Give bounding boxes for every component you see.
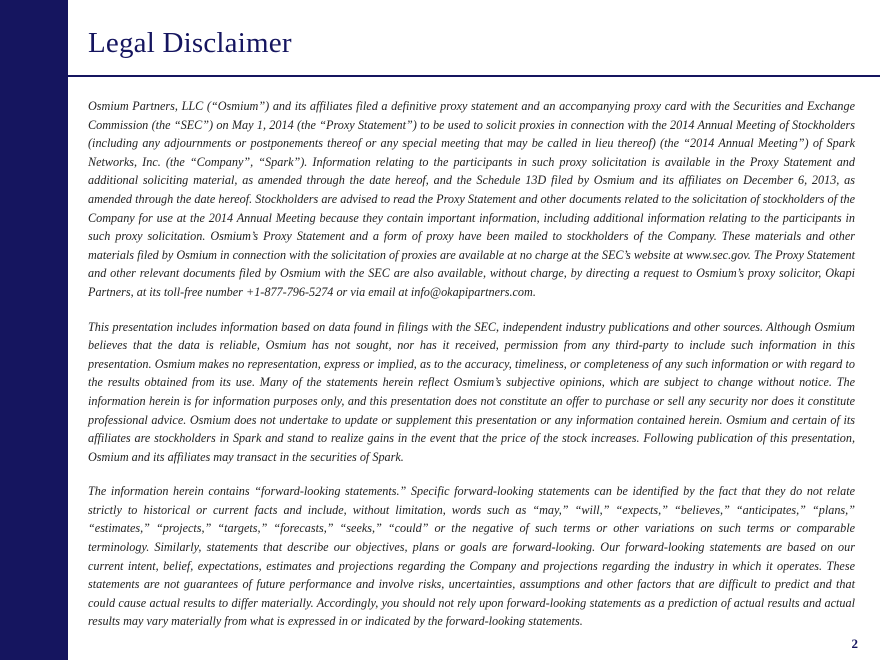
left-accent-bar — [0, 0, 68, 660]
title-divider — [68, 75, 880, 77]
page-number: 2 — [851, 636, 858, 651]
disclaimer-body — [88, 97, 855, 647]
disclaimer-paragraph-proxy: Osmium Partners, LLC (“Osmium”) and its affiliates filed a definitive proxy statement and an accompanying proxy card with the Securities and Exchange Commission (the “SEC”) on May 1, 2014 (the “Proxy Statement”) to be used to solicit proxies in connection with the 2014 Annual Meeting of Stockholders (including any adjournments or postponements thereof or any special meeting that may be called in lieu thereof) (the “2014 Annual Meeting”) of Spark Networks, Inc. (the “Company”, “Spark”). Information relating to the participants in such proxy solicitation is available in the Proxy Statement and additional soliciting material, as amended through the date hereof, and the Schedule 13D filed by Osmium and its affiliates on December 6, 2013, as amended through the date hereof. Stockholders are advised to read the Proxy Statement and other documents related to the solicitation of stockholders of the Company for use at the 2014 Annual Meeting because they contain important information, including additional information relating to the participants in such proxy solicitation. Osmium’s Proxy Statement and a form of proxy have been mailed to stockholders of the Company. These materials and other materials filed by Osmium in connection with the solicitation of proxies are available at no charge at the SEC’s website at www.sec.gov. The Proxy Statement and other relevant documents filed by Osmium with the SEC are also available, without charge, by directing a request to Osmium’s proxy solicitor, Okapi Partners, at its toll-free number +1-877-796-5274 or via email at info@okapipartners.com. — [88, 99, 855, 299]
disclaimer-paragraph-forward-looking: The information herein contains “forward-looking statements.” Specific forward-looking statements can be identified by the fact that they do not relate strictly to historical or current facts and include, without limitation, words such as “may,” “will,” “expects,” “believes,” “anticipates,” “plans,” “estimates,” “projects,” “targets,” “forecasts,” “seeks,” “could” or the negative of such terms or other variations on such terms or comparable terminology. Similarly, statements that describe our objectives, plans or goals are forward-looking. Our forward-looking statements are based on our current intent, belief, expectations, estimates and projections regarding the Company and projections regarding the industry in which it operates. These statements are not guarantees of future performance and involve risks, uncertainties, assumptions and other factors that are difficult to predict and that could cause actual results to differ materially. Accordingly, you should not rely upon forward-looking statements as a prediction of actual results and actual results may vary materially from what is expressed in or indicated by the forward-looking statements. — [88, 484, 855, 629]
disclaimer-paragraph-data-sources: This presentation includes information based on data found in filings with the SEC, independent industry publications and other sources. Although Osmium believes that the data is reliable, Osmium has not sought, nor has it received, permission from any third-party to include such information in this presentation. Osmium makes no representation, express or implied, as to the accuracy, timeliness, or completeness of any such information or with regard to the results obtained from its use. Many of the statements herein reflect Osmium’s subjective opinions, which are subject to change without notice. The information herein is for information purposes only, and this presentation does not constitute an offer to purchase or sell any security nor does it constitute professional advice. Osmium does not undertake to update or supplement this presentation or any information contained herein. Osmium and certain of its affiliates are stockholders in Spark and stand to realize gains in the event that the price of the stock increases. Following publication of this presentation, Osmium and its affiliates may transact in the securities of Spark. — [88, 319, 855, 464]
page-title: Legal Disclaimer — [88, 27, 292, 59]
